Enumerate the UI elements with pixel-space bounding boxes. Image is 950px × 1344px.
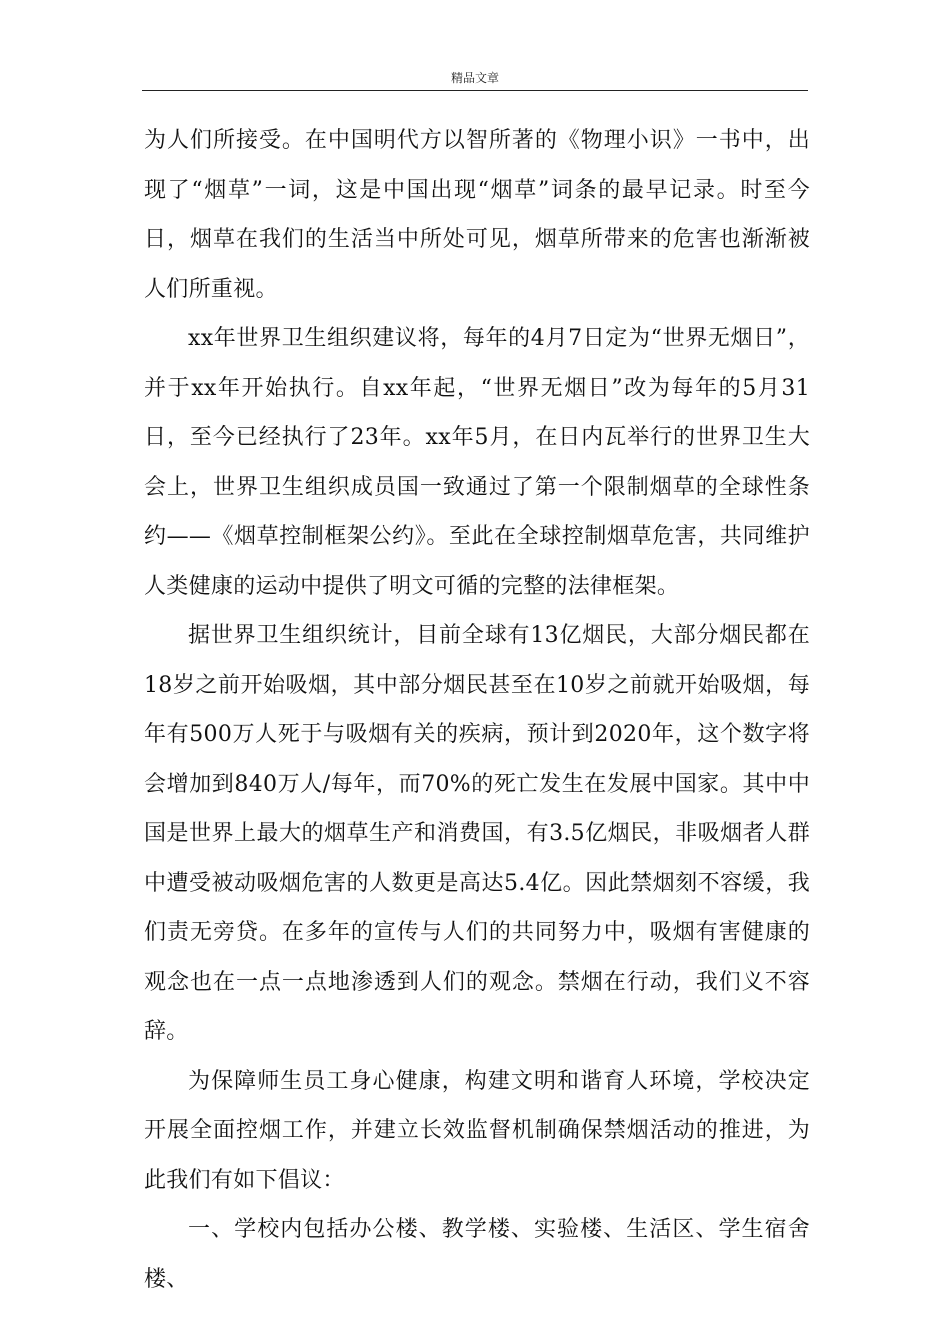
paragraph-2: xx年世界卫生组织建议将，每年的4月7日定为“世界无烟日”，并于xx年开始执行。自xx年起，“世界无烟日”改为每年的5月31日，至今已经执行了23年。xx年5月，在日内瓦举行的世界卫生大会上，世界卫生组织成员国一致通过了第一个限制烟草的全球性条约——《烟草控制框架公约》。至此在全球控制烟草危害，共同维护人类健康的运动中提供了明文可循的完整的法律框架。 <box>144 326 810 599</box>
paragraph-5: 一、学校内包括办公楼、教学楼、实验楼、生活区、学生宿舍楼、 <box>144 1217 810 1292</box>
paragraph-4: 为保障师生员工身心健康，构建文明和谐育人环境，学校决定开展全面控烟工作，并建立长效监督机制确保禁烟活动的推进，为此我们有如下倡议： <box>144 1068 810 1193</box>
page-header-title: 精品文章 <box>450 71 499 85</box>
paragraph-1: 为人们所接受。在中国明代方以智所著的《物理小识》一书中，出现了“烟草”一词，这是中国出现“烟草”词条的最早记录。时至今日，烟草在我们的生活当中所处可见，烟草所带来的危害也渐渐被人们所重视。 <box>144 128 810 302</box>
header-divider <box>142 90 808 91</box>
paragraph-3: 据世界卫生组织统计，目前全球有13亿烟民，大部分烟民都在18岁之前开始吸烟，其中部分烟民甚至在10岁之前就开始吸烟，每年有500万人死于与吸烟有关的疾病，预计到2020年，这个数字将会增加到840万人/每年，而70%的死亡发生在发展中国家。其中中国是世界上最大的烟草生产和消费国，有3.5亿烟民，非吸烟者人群中遭受被动吸烟危害的人数更是高达5.4亿。因此禁烟刻不容缓，我们责无旁贷。在多年的宣传与人们的共同努力中，吸烟有害健康的观念也在一点一点地渗透到人们的观念。禁烟在行动，我们义不容辞。 <box>144 623 810 1044</box>
document-body <box>144 116 810 1304</box>
